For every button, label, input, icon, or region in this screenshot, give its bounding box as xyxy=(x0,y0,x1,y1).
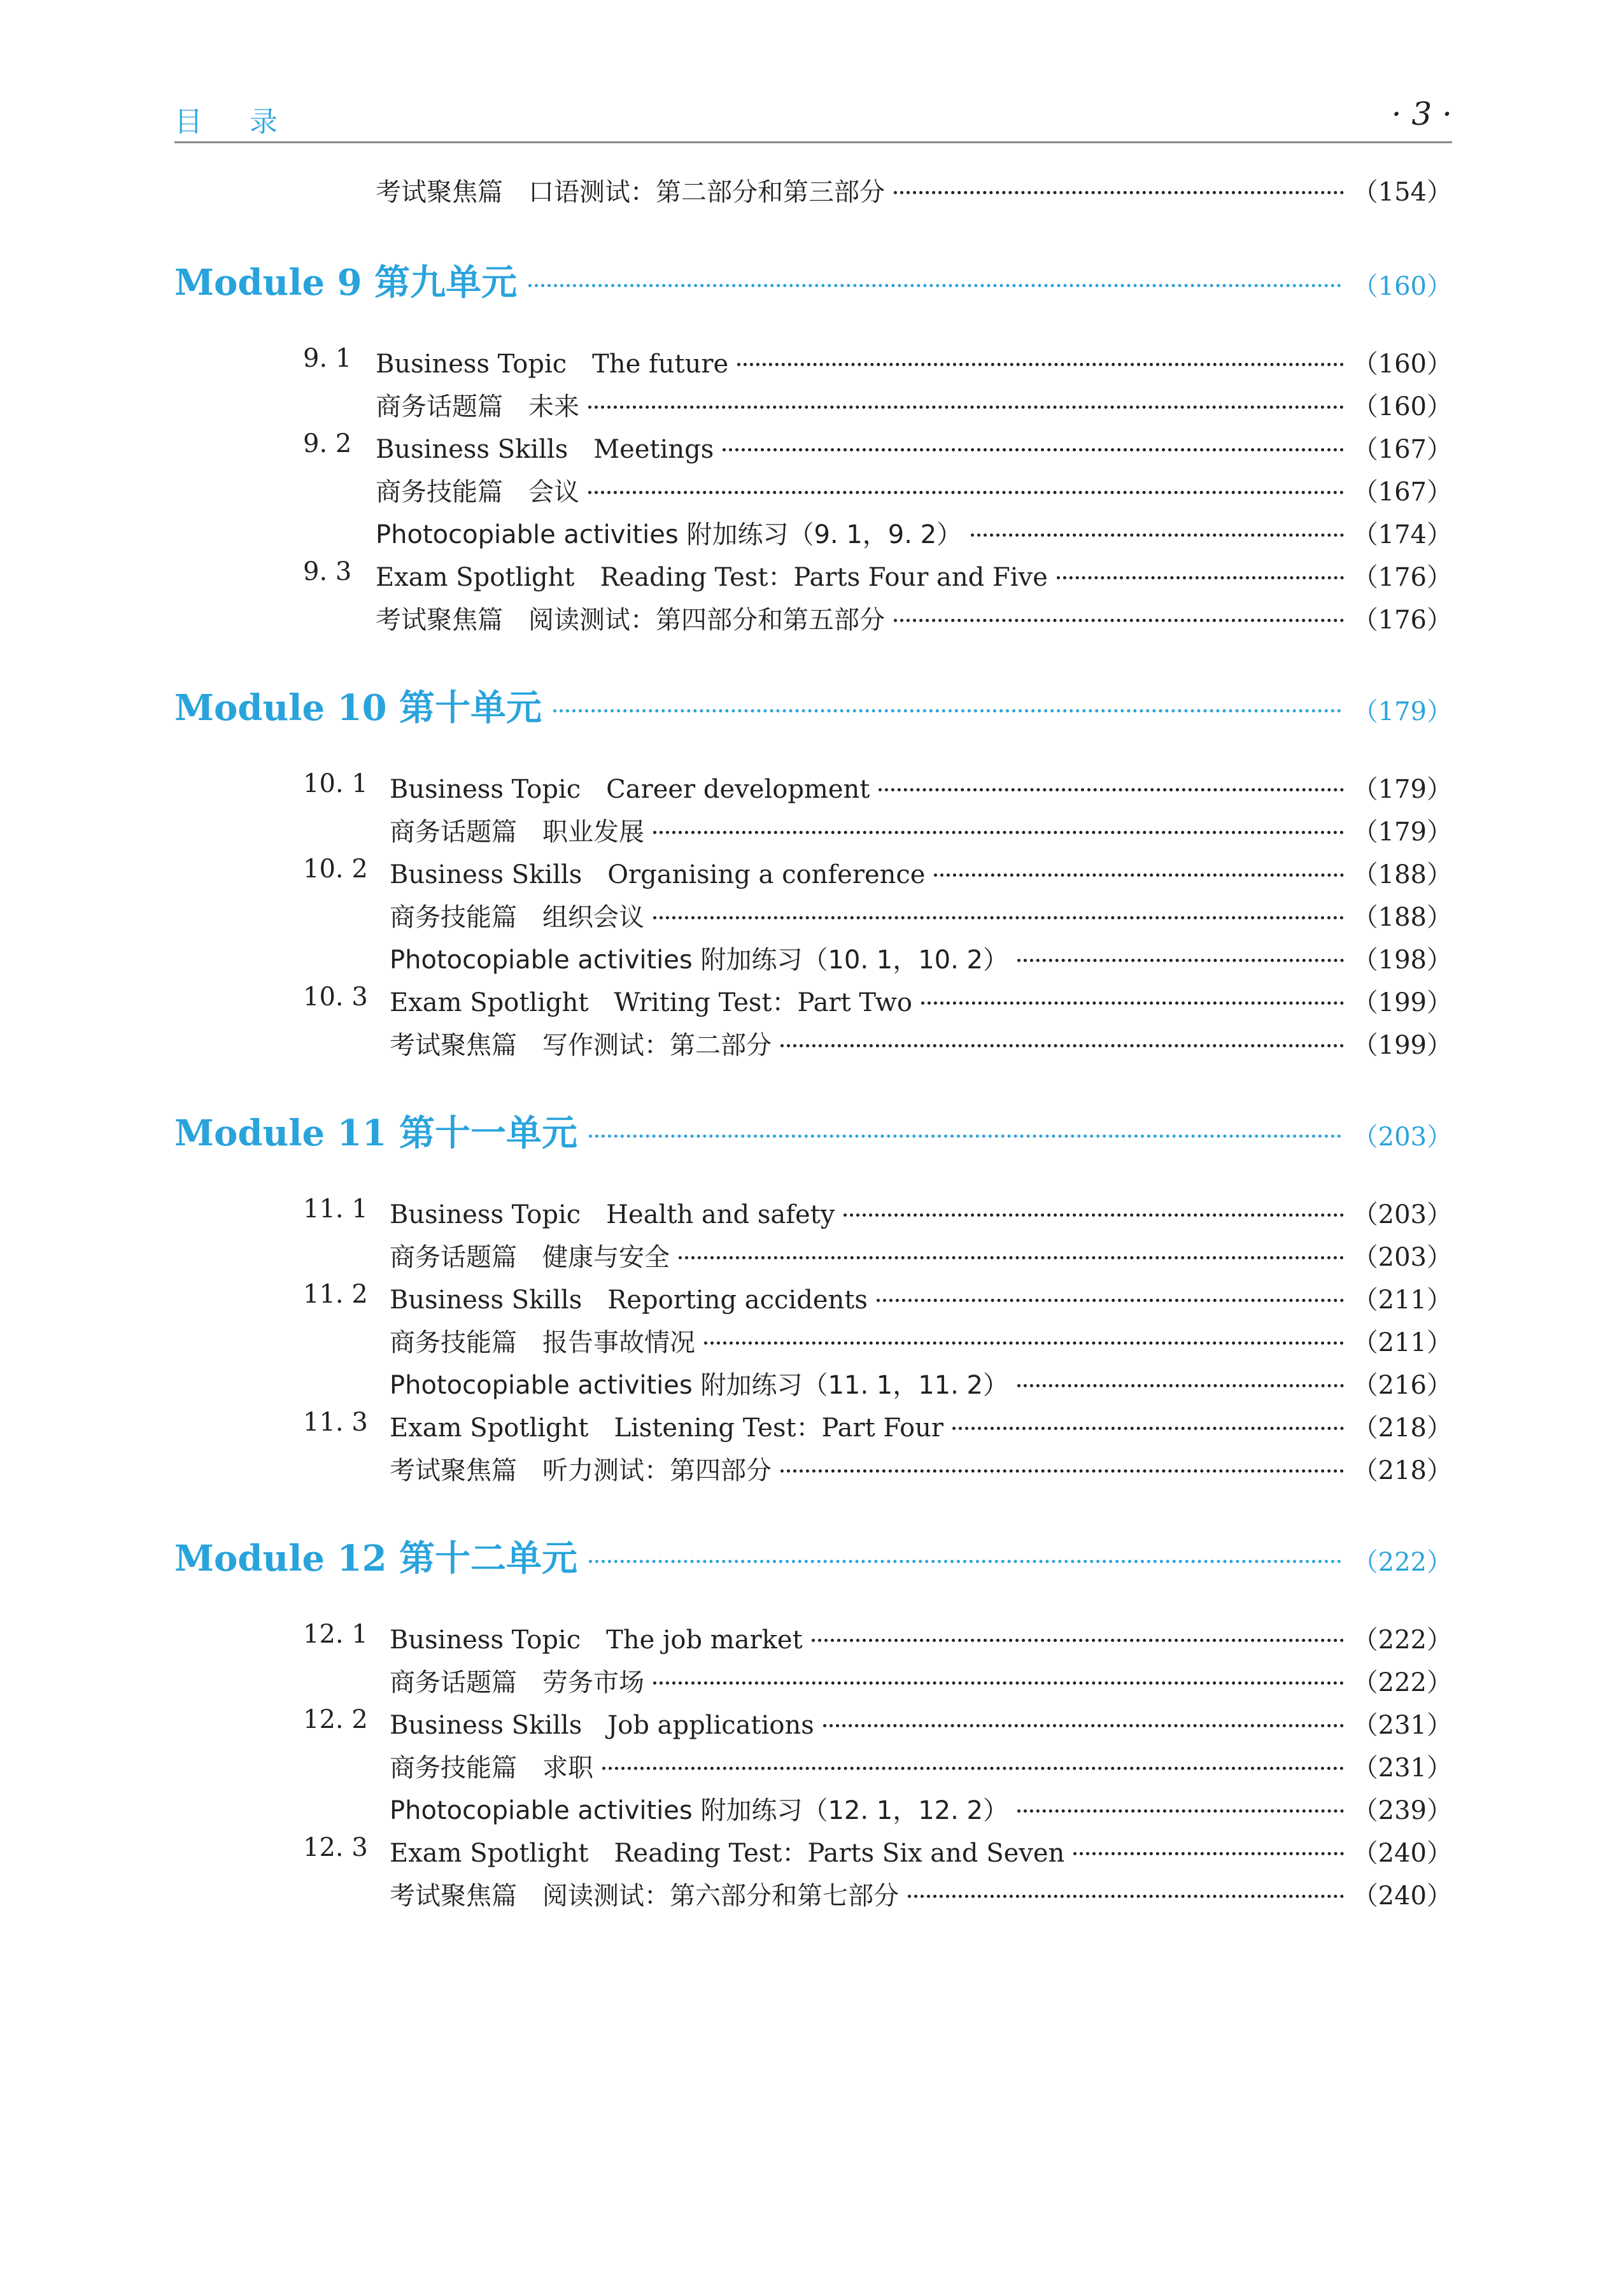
entry-title: Exam Spotlight Reading Test：Parts Six and Seven xyxy=(390,1839,1065,1868)
toc-entry[interactable] xyxy=(0,1025,1452,1061)
module-title: Module 9 第九单元 xyxy=(174,262,518,304)
entry-title: 考试聚焦篇 阅读测试：第六部分和第七部分 xyxy=(390,1881,899,1911)
leader-dots xyxy=(653,831,1344,834)
entry-title: 商务技能篇 求职 xyxy=(390,1753,593,1783)
page-ref: （222） xyxy=(1352,1668,1452,1697)
entry-number: 9. 2 xyxy=(303,429,352,458)
leader-dots xyxy=(1057,576,1344,579)
leader-dots xyxy=(908,1895,1344,1898)
leader-dots xyxy=(952,1427,1344,1430)
toc-entry[interactable] xyxy=(0,600,1452,636)
leader-dots xyxy=(780,1469,1344,1473)
entry-title: Photocopiable activities 附加练习（12. 1，12. 2） xyxy=(390,1796,1009,1825)
leader-dots xyxy=(1017,1384,1344,1387)
leader-dots xyxy=(921,1001,1344,1005)
entry-title: Business Skills Reporting accidents xyxy=(390,1285,868,1315)
page-number: · 3 · xyxy=(1391,96,1452,132)
entry-title: 考试聚焦篇 阅读测试：第四部分和第五部分 xyxy=(376,605,885,635)
entry-number: 12. 2 xyxy=(303,1705,368,1734)
page-ref: （188） xyxy=(1352,903,1452,932)
entry-number: 12. 1 xyxy=(303,1620,368,1649)
leader-dots xyxy=(553,709,1341,712)
toc-entry[interactable] xyxy=(0,1194,1452,1231)
leader-dots xyxy=(528,284,1341,287)
entry-title: 考试聚焦篇 写作测试：第二部分 xyxy=(390,1031,772,1060)
page-ref: （211） xyxy=(1352,1328,1452,1357)
page-ref: （240） xyxy=(1352,1881,1452,1911)
page-ref: （167） xyxy=(1352,478,1452,507)
page-ref: （188） xyxy=(1352,860,1452,889)
entry-title: Business Skills Organising a conference xyxy=(390,860,926,889)
entry-title: Exam Spotlight Listening Test：Part Four xyxy=(390,1413,943,1443)
toc-entry[interactable] xyxy=(0,386,1452,423)
toc-entry-photocopiable[interactable] xyxy=(0,514,1452,551)
toc-entry[interactable] xyxy=(0,1450,1452,1487)
page-ref: （174） xyxy=(1352,520,1452,549)
leader-dots xyxy=(879,788,1343,791)
page-ref: （160） xyxy=(1352,350,1452,379)
toc-entry[interactable] xyxy=(0,1237,1452,1273)
page-ref: （222） xyxy=(1352,1625,1452,1655)
page-ref: （211） xyxy=(1352,1285,1452,1315)
entry-number: 10. 3 xyxy=(303,982,368,1012)
leader-dots xyxy=(589,1560,1341,1563)
leader-dots xyxy=(588,406,1344,409)
entry-number: 10. 2 xyxy=(303,854,368,884)
header-title: 目 录 xyxy=(174,106,297,138)
page-ref: （179） xyxy=(1352,775,1452,804)
leader-dots xyxy=(737,363,1343,366)
leader-dots xyxy=(844,1213,1343,1217)
leader-dots xyxy=(1073,1852,1343,1855)
toc-entry[interactable] xyxy=(0,812,1452,848)
module-heading[interactable] xyxy=(174,680,1452,731)
module-title: Module 10 第十单元 xyxy=(174,687,542,729)
page-ref: （240） xyxy=(1352,1839,1452,1868)
entry-title: Photocopiable activities 附加练习（11. 1，11. 2） xyxy=(390,1371,1009,1400)
toc-entry[interactable] xyxy=(0,472,1452,508)
module-title: Module 11 第十一单元 xyxy=(174,1112,578,1154)
entry-title: Business Skills Meetings xyxy=(376,435,714,464)
entry-title: 商务话题篇 职业发展 xyxy=(390,817,644,847)
page-ref: （218） xyxy=(1352,1456,1452,1485)
page-ref: （239） xyxy=(1352,1796,1452,1825)
page-ref: （199） xyxy=(1352,988,1452,1017)
page-ref: （231） xyxy=(1352,1711,1452,1740)
toc-entry[interactable] xyxy=(0,344,1452,380)
leader-dots xyxy=(877,1299,1344,1302)
page-ref: （231） xyxy=(1352,1753,1452,1783)
entry-title: Exam Spotlight Reading Test：Parts Four and Five xyxy=(376,563,1048,592)
entry-title: Business Topic Career development xyxy=(390,775,870,804)
leader-dots xyxy=(704,1341,1344,1345)
toc-entry-photocopiable[interactable] xyxy=(0,1365,1452,1401)
page-ref: （179） xyxy=(1352,697,1452,726)
leader-dots xyxy=(780,1044,1344,1047)
page-ref: （176） xyxy=(1352,605,1452,635)
entry-title: 商务话题篇 未来 xyxy=(376,392,579,421)
leader-dots xyxy=(653,1681,1344,1685)
toc-entry[interactable] xyxy=(0,172,1452,208)
toc-entry[interactable] xyxy=(0,1322,1452,1359)
page-ref: （218） xyxy=(1352,1413,1452,1443)
entry-title: Business Topic Health and safety xyxy=(390,1200,835,1229)
page-ref: （199） xyxy=(1352,1031,1452,1060)
entry-title: 商务技能篇 报告事故情况 xyxy=(390,1328,695,1357)
entry-title: Photocopiable activities 附加练习（10. 1，10. 2） xyxy=(390,945,1009,975)
leader-dots xyxy=(1017,959,1344,962)
toc-entry[interactable] xyxy=(0,1876,1452,1912)
toc-entry[interactable] xyxy=(0,854,1452,891)
leader-dots xyxy=(971,534,1344,537)
toc-entry-photocopiable[interactable] xyxy=(0,1790,1452,1827)
page-ref: （222） xyxy=(1352,1548,1452,1577)
page-ref: （179） xyxy=(1352,817,1452,847)
toc-entry[interactable] xyxy=(0,429,1452,465)
toc-entry[interactable] xyxy=(0,1662,1452,1699)
page-ref: （203） xyxy=(1352,1243,1452,1272)
toc-entry[interactable] xyxy=(0,1705,1452,1741)
page-ref: （176） xyxy=(1352,563,1452,592)
leader-dots xyxy=(823,1724,1344,1727)
leader-dots xyxy=(1017,1809,1344,1813)
entry-title: Business Topic The future xyxy=(376,350,729,379)
toc-entry[interactable] xyxy=(0,557,1452,593)
toc-entry[interactable] xyxy=(0,1748,1452,1784)
leader-dots xyxy=(934,874,1343,877)
toc-entry-photocopiable[interactable] xyxy=(0,940,1452,976)
leader-dots xyxy=(589,1135,1341,1138)
entry-title: 商务话题篇 劳务市场 xyxy=(390,1668,644,1697)
page-ref: （216） xyxy=(1352,1371,1452,1400)
module-heading[interactable] xyxy=(174,1531,1452,1581)
leader-dots xyxy=(723,448,1343,451)
entry-title: 商务话题篇 健康与安全 xyxy=(390,1243,670,1272)
entry-title: 考试聚焦篇 口语测试：第二部分和第三部分 xyxy=(376,178,885,207)
entry-title: 考试聚焦篇 听力测试：第四部分 xyxy=(390,1456,772,1485)
leader-dots xyxy=(812,1639,1344,1642)
entry-number: 12. 3 xyxy=(303,1833,368,1862)
toc-entry[interactable] xyxy=(0,1408,1452,1444)
leader-dots xyxy=(679,1256,1344,1259)
entry-title: Business Topic The job market xyxy=(390,1625,803,1655)
entry-number: 9. 1 xyxy=(303,344,352,373)
toc-entry[interactable] xyxy=(0,897,1452,933)
entry-title: Photocopiable activities 附加练习（9. 1，9. 2） xyxy=(376,520,963,549)
page-ref: （160） xyxy=(1352,392,1452,421)
page-ref: （203） xyxy=(1352,1122,1452,1152)
toc-entry[interactable] xyxy=(0,1620,1452,1656)
page-ref: （203） xyxy=(1352,1200,1452,1229)
entry-title: Business Skills Job applications xyxy=(390,1711,814,1740)
entry-number: 9. 3 xyxy=(303,557,352,586)
leader-dots xyxy=(602,1767,1344,1770)
page-ref: （167） xyxy=(1352,435,1452,464)
module-heading[interactable] xyxy=(174,255,1452,306)
page-ref: （198） xyxy=(1352,945,1452,975)
entry-number: 11. 1 xyxy=(303,1194,368,1224)
toc-entry[interactable] xyxy=(0,1280,1452,1316)
leader-dots xyxy=(588,491,1344,494)
toc-entry[interactable] xyxy=(0,769,1452,805)
page-ref: （154） xyxy=(1352,178,1452,207)
entry-title: Exam Spotlight Writing Test：Part Two xyxy=(390,988,912,1017)
entry-title: 商务技能篇 组织会议 xyxy=(390,903,644,932)
leader-dots xyxy=(894,191,1344,194)
entry-number: 10. 1 xyxy=(303,769,368,798)
page-ref: （160） xyxy=(1352,272,1452,301)
leader-dots xyxy=(653,916,1344,919)
entry-number: 11. 3 xyxy=(303,1408,368,1437)
toc-entry[interactable] xyxy=(0,982,1452,1019)
entry-title: 商务技能篇 会议 xyxy=(376,478,579,507)
entry-number: 11. 2 xyxy=(303,1280,368,1309)
toc-entry[interactable] xyxy=(0,1833,1452,1869)
module-title: Module 12 第十二单元 xyxy=(174,1538,578,1580)
module-heading[interactable] xyxy=(174,1105,1452,1156)
leader-dots xyxy=(894,619,1344,622)
